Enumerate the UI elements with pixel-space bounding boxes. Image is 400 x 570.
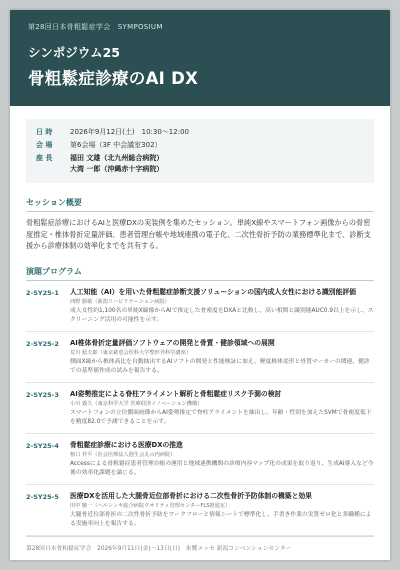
talk-item	[26, 434, 374, 485]
talk-description: 大腿骨近位部骨折の二次性骨折予防をワークフローと情報シートで標準化し、手書き作業の実質ゼロ化と多職種による実施率向上を報告する。	[70, 511, 372, 527]
chair-label: 座 長	[36, 154, 53, 162]
chair-row	[36, 153, 364, 175]
date-label: 日 時	[36, 128, 53, 136]
talk-title: AI椎体骨折定量評価ソフトウェアの開発と骨質・健診領域への展開	[70, 338, 275, 347]
talk-title: 医療DXを活用した大腿骨近位部骨折における二次性骨折予防体制の構築と効果	[70, 491, 312, 500]
talk-item	[26, 383, 374, 434]
talk-title: 人工知能（AI）を用いた骨粗鬆症診断支援ソリューションの国内成人女性における識別能評価	[70, 287, 356, 296]
talk-id: 2-SY25-1	[26, 288, 59, 297]
talk-author: 田中 暁一（ヘルシンキ総合病院ウオリティ管理センターFLS推進室）	[70, 502, 231, 509]
talk-author: 小川 義久（東京科学大学 医療経済イノベーション機構）	[70, 400, 203, 407]
session-info-box	[26, 119, 374, 183]
talk-list	[26, 281, 374, 536]
overview-heading: セッション概要	[26, 198, 82, 207]
talk-id: 2-SY25-2	[26, 339, 59, 348]
page-footer: 第28回日本骨粗鬆症学会 2026年9月11日(金)〜13日(日) 朱鷺メッセ 新潟コンベンションセンター	[26, 536, 374, 552]
overview-text: 骨粗鬆症診療におけるAIと医療DXの実装例を集めたセッション。単純X線やスマートフォン画像からの骨密度推定・椎体骨折定量評価、患者管理台帳や地域連携の電子化、二次性骨折予防の業務標準化まで、診断支援から診療体制の効率化までを共有する。	[26, 218, 371, 250]
talk-id: 2-SY25-3	[26, 390, 59, 399]
talk-description: 側面X線から椎体高比を自動抽出するAIソフトの開発と性能検証に加え、軽度椎体変形と骨質マーカーの関連、健診での基準値作成の試みを報告する。	[70, 358, 370, 374]
date-row	[36, 127, 364, 138]
symposium-number: シンポジウム25	[28, 45, 120, 60]
talk-description: 成人女性約1,100名の単純X線像からAIで推定した骨密度をDXAと比較し、高い相関と識別能AUC0.9以上を示し、スクリーニング活用の可能性を示す。	[70, 307, 374, 323]
overview-divider	[26, 211, 374, 212]
talk-item	[26, 485, 374, 536]
talk-item	[26, 332, 374, 383]
talk-author: 植口 祥平（社会医療法人抱生会丸の内病院）	[70, 451, 176, 458]
society-name: 第28回日本骨粗鬆症学会 SYMPOSIUM	[28, 23, 163, 31]
date-value: 2026年9月12日(土) 10:30〜12:00	[70, 128, 189, 136]
page-title: 骨粗鬆症診療のAI DX	[28, 69, 199, 88]
venue-row	[36, 140, 364, 151]
talk-title: 骨粗鬆症診療における医療DXの推進	[70, 440, 183, 449]
talk-item	[26, 281, 374, 332]
program-heading: 演題プログラム	[26, 266, 82, 276]
chair-2: 大湾 一郎（沖縄赤十字病院）	[70, 165, 164, 173]
talk-author: 荒川 稔夫郎（東京慈恵会医科大学整形外科学講座）	[70, 349, 191, 356]
venue-label: 会 場	[36, 141, 53, 149]
talk-id: 2-SY25-5	[26, 492, 59, 501]
talk-id: 2-SY25-4	[26, 441, 59, 450]
venue-value: 第6会場（3F 中会議室302）	[70, 141, 162, 149]
header-banner	[10, 10, 390, 106]
chair-1: 福田 文雄（北九州総合病院）	[70, 154, 164, 162]
talk-description: Accessによる骨粗鬆症患者管理台帳の運用と地域連携機関の診療内容マップ化の成果を取り返り、生成AI導入など今後の効率化課題を論じる。	[70, 460, 374, 476]
program-page	[10, 10, 390, 560]
talk-author: 西野 勝敏（新潟リハビリテーション病院）	[70, 298, 170, 305]
talk-title: AI姿勢推定による脊柱アライメント解析と骨粗鬆症リスク予測の検討	[70, 389, 282, 398]
talk-description: スマートフォンの立位側面画像からAI姿勢推定で脊柱アライメントを抽出し、年齢・性別を加えたSVMで骨密度低下を精度82.0で予測できることを示す。	[70, 409, 372, 425]
